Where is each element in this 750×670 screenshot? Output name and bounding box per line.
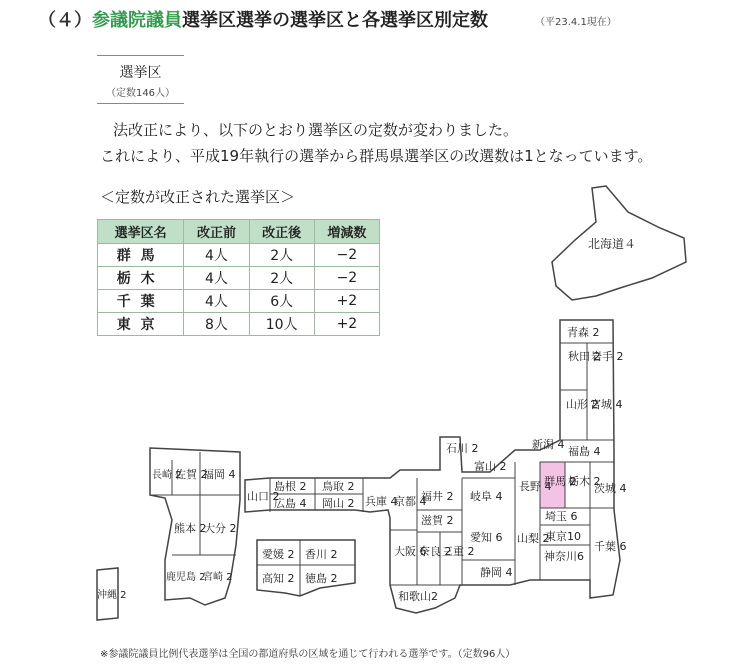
label-yamanashi: 山梨 2 [517,532,550,545]
label-nara: 奈良 2 [419,545,452,558]
cell-prefecture: 栃木 [98,267,184,290]
label-kumamoto: 熊本 2 [174,522,207,535]
label-tokushima: 徳島 2 [305,572,338,585]
label-akita: 秋田 2 [568,350,601,363]
label-shimane: 島根 2 [274,480,307,493]
label-gifu: 岐阜 4 [470,490,503,503]
label-miyazaki: 宮崎 2 [203,572,233,583]
kubun-total: （定数146人） [105,88,176,99]
cell-prefecture: 群馬 [98,244,184,267]
label-tokyo: 東京10 [545,530,581,543]
label-hyogo: 兵庫 4 [365,495,398,508]
col-header: 改正前 [184,220,249,244]
label-wakayama: 和歌山2 [398,590,438,603]
label-yamaguchi: 山口 2 [247,490,280,503]
label-tottori: 鳥取 2 [322,480,355,493]
label-oita: 大分 2 [204,522,237,535]
cell-before: 4人 [184,267,249,290]
cell-before: 4人 [184,290,249,313]
label-niigata: 新潟 4 [532,438,565,451]
label-kagoshima: 鹿児島 2 [166,572,206,583]
cell-after: 10人 [249,313,314,336]
label-tochigi: 栃木 2 [568,475,601,488]
label-kyoto: 京都 4 [394,495,427,508]
cell-after: 6人 [249,290,314,313]
col-header: 増減数 [314,220,379,244]
label-okayama: 岡山 2 [322,497,355,510]
label-hiroshima: 広島 4 [274,497,307,510]
label-miyagi: 宮城 4 [590,398,623,411]
cell-prefecture: 千葉 [98,290,184,313]
footnote: ※参議院議員比例代表選挙は全国の都道府県の区域を通じて行われる選挙です。（定数96人） [100,649,516,660]
cell-before: 8人 [184,313,249,336]
label-saga: 佐賀 2 [175,468,208,481]
heading-rest: 選挙区選挙の選挙区と各選挙区別定数 [182,10,488,31]
label-ibaraki: 茨城 4 [594,482,627,495]
cell-diff: +2 [314,313,379,336]
col-header: 改正後 [249,220,314,244]
label-okinawa: 沖縄 2 [97,590,127,601]
label-gunma: 群馬 2 [544,475,577,488]
cell-prefecture: 東京 [98,313,184,336]
cell-before: 4人 [184,244,249,267]
label-kanagawa: 神奈川6 [544,550,584,563]
section-number: （４） [38,10,92,31]
heading-accent: 参議院議員 [92,10,182,31]
label-iwate: 岩手 2 [591,350,624,363]
changed-section-title: ＜定数が改正された選挙区＞ [100,188,296,206]
as-of-date: （平23.4.1現在） [535,17,617,28]
label-nagasaki: 長崎 2 [152,470,182,481]
label-ehime: 愛媛 2 [262,548,295,561]
cell-diff: −2 [314,267,379,290]
label-hokkaido: 北海道４ [588,237,637,251]
intro-line-1: 法改正により、以下のとおり選挙区の定数が変わりました。 [113,121,519,139]
kubun-label: 選挙区 [119,65,162,81]
label-mie: 三重 2 [442,545,475,558]
label-fukui: 福井 2 [421,490,454,503]
label-kagawa: 香川 2 [305,548,338,561]
label-toyama: 富山 2 [474,460,507,473]
label-aomori: 青森 2 [567,326,600,339]
cell-after: 2人 [249,267,314,290]
label-shiga: 滋賀 2 [421,514,454,527]
cell-diff: +2 [314,290,379,313]
label-ishikawa: 石川 2 [446,442,479,455]
label-kochi: 高知 2 [262,572,295,585]
label-fukushima: 福島 4 [568,445,601,458]
label-nagano: 長野 4 [519,480,552,493]
col-header: 選挙区名 [98,220,184,244]
label-saitama: 埼玉 6 [545,510,578,523]
label-osaka: 大阪 6 [394,545,427,558]
label-yamagata: 山形 2 [566,398,599,411]
cell-diff: −2 [314,244,379,267]
cell-after: 2人 [249,244,314,267]
intro-line-2: これにより、平成19年執行の選挙から群馬県選挙区の改選数は1となっています。 [100,147,653,165]
label-fukuoka: 福岡 4 [203,468,236,481]
label-chiba: 千葉 6 [594,540,627,553]
label-aichi: 愛知 6 [470,531,503,544]
label-shizuoka: 静岡 4 [480,566,513,579]
